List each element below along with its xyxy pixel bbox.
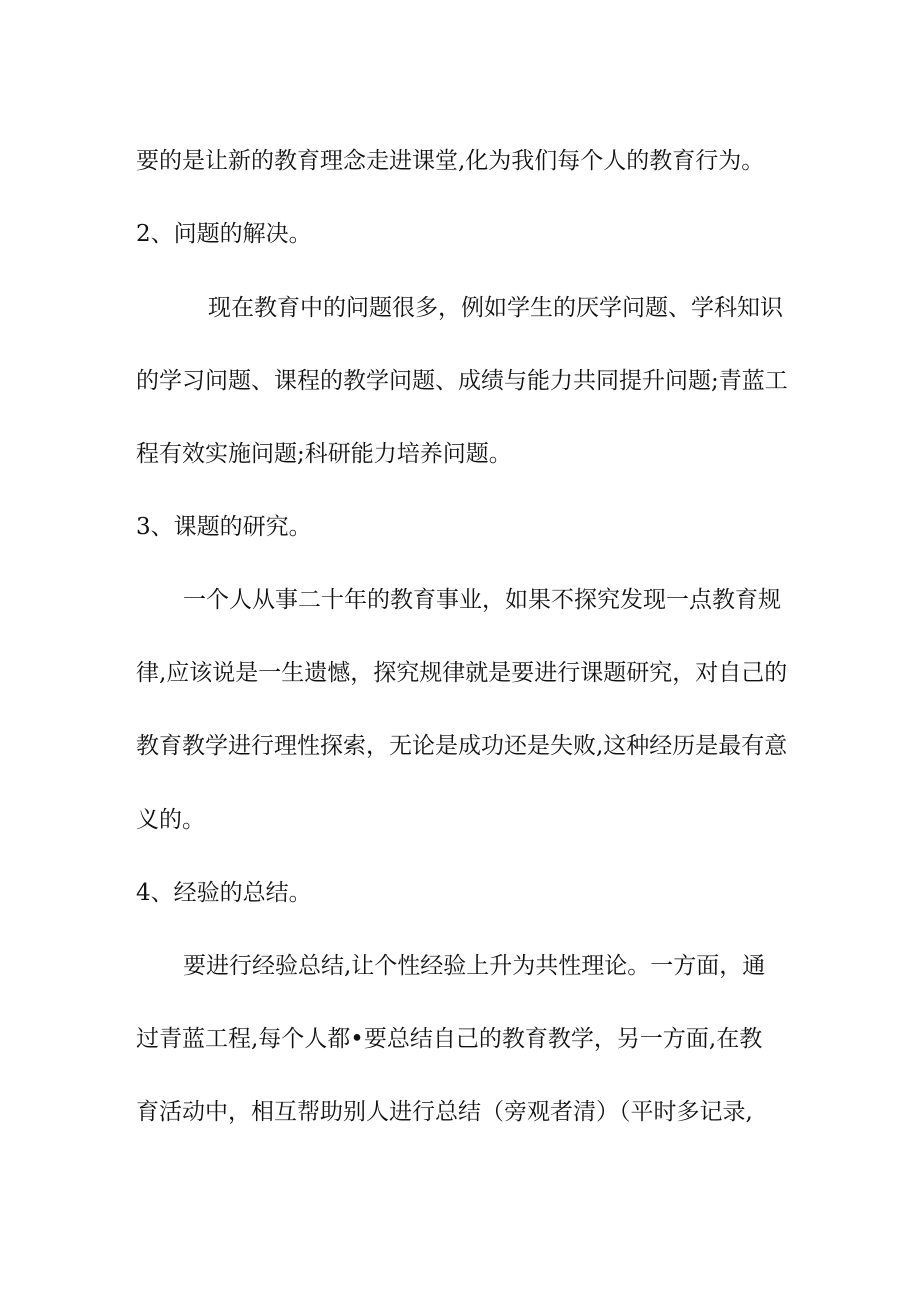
section-heading: 3、课题的研究。 [136,514,312,540]
paragraph-line: 要进行经验总结,让个性经验上升为共性理论。一方面，通 [183,953,766,979]
paragraph-line: 律,应该说是一生遗憾，探究规律就是要进行课题研究，对自己的 [136,660,788,686]
section-heading: 4、经验的总结。 [136,880,312,906]
paragraph-line: 一个人从事二十年的教育事业，如果不探究发现一点教育规 [183,587,781,613]
paragraph-line: 现在教育中的问题很多，例如学生的厌学问题、学科知识 [208,295,783,321]
section-heading: 2、问题的解决。 [136,221,312,247]
paragraph-line: 育活动中，相互帮助别人进行总结（旁观者清）（平时多记录, [136,1099,753,1125]
paragraph-line: 过青蓝工程,每个人都•要总结自己的教育教学，另一方面,在教 [136,1026,763,1052]
text-line: 要的是让新的教育理念走进课堂,化为我们每个人的教育行为。 [136,148,765,174]
paragraph-line: 教育教学进行理性探索，无论是成功还是失败,这种经历是最有意 [136,733,788,759]
paragraph-line: 程有效实施问题;科研能力培养问题。 [136,441,512,467]
paragraph-line: 的学习问题、课程的教学问题、成绩与能力共同提升问题;青蓝工 [136,368,788,394]
paragraph-line: 义的。 [136,807,205,833]
